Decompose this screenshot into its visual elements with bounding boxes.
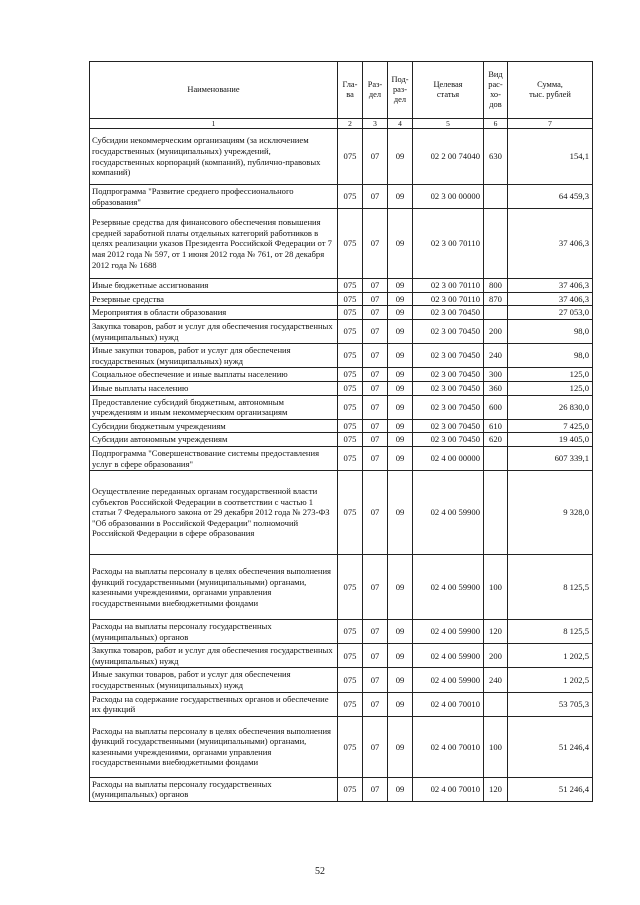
row-expense-type: 120 — [484, 777, 508, 801]
row-podrazdel: 09 — [388, 716, 413, 777]
column-number: 1 — [90, 119, 338, 129]
row-podrazdel: 09 — [388, 279, 413, 293]
column-number: 5 — [413, 119, 484, 129]
table-row — [90, 185, 593, 209]
row-sum: 19 405,0 — [508, 433, 593, 447]
row-podrazdel: 09 — [388, 129, 413, 185]
row-target: 02 4 00 59900 — [413, 644, 484, 668]
table-row — [90, 292, 593, 306]
row-razdel: 07 — [363, 644, 388, 668]
table-row — [90, 279, 593, 293]
row-glava: 075 — [338, 716, 363, 777]
row-expense-type: 800 — [484, 279, 508, 293]
row-expense-type: 610 — [484, 419, 508, 433]
row-glava: 075 — [338, 433, 363, 447]
row-podrazdel: 09 — [388, 419, 413, 433]
row-glava: 075 — [338, 668, 363, 692]
row-glava: 075 — [338, 306, 363, 320]
row-sum: 51 246,4 — [508, 716, 593, 777]
page-number: 52 — [315, 866, 325, 877]
row-glava: 075 — [338, 644, 363, 668]
column-number: 4 — [388, 119, 413, 129]
row-expense-type: 240 — [484, 668, 508, 692]
row-razdel: 07 — [363, 668, 388, 692]
row-target: 02 4 00 59900 — [413, 471, 484, 555]
row-target: 02 4 00 70010 — [413, 692, 484, 716]
row-expense-type: 200 — [484, 644, 508, 668]
column-number: 2 — [338, 119, 363, 129]
row-expense-type — [484, 446, 508, 470]
row-expense-type — [484, 692, 508, 716]
row-name: Субсидии автономным учреждениям — [90, 433, 338, 447]
row-sum: 1 202,5 — [508, 644, 593, 668]
row-razdel: 07 — [363, 692, 388, 716]
row-sum: 37 406,3 — [508, 279, 593, 293]
row-target: 02 4 00 70010 — [413, 716, 484, 777]
header-podrazdel: Под- раз- дел — [388, 62, 413, 119]
row-sum: 26 830,0 — [508, 395, 593, 419]
table-row — [90, 319, 593, 343]
row-target: 02 4 00 59900 — [413, 620, 484, 644]
row-expense-type: 620 — [484, 433, 508, 447]
row-razdel: 07 — [363, 555, 388, 620]
row-sum: 64 459,3 — [508, 185, 593, 209]
row-glava: 075 — [338, 368, 363, 382]
row-name: Мероприятия в области образования — [90, 306, 338, 320]
row-podrazdel: 09 — [388, 368, 413, 382]
row-target: 02 3 00 70110 — [413, 209, 484, 279]
table-body — [90, 129, 593, 802]
column-number-row — [90, 119, 593, 129]
row-podrazdel: 09 — [388, 471, 413, 555]
row-razdel: 07 — [363, 419, 388, 433]
row-podrazdel: 09 — [388, 381, 413, 395]
row-target: 02 3 00 70450 — [413, 433, 484, 447]
row-glava: 075 — [338, 419, 363, 433]
row-podrazdel: 09 — [388, 209, 413, 279]
header-sum: Сумма, тыс. рублей — [508, 62, 593, 119]
row-razdel: 07 — [363, 777, 388, 801]
row-target: 02 3 00 70110 — [413, 279, 484, 293]
row-name: Закупка товаров, работ и услуг для обеспечения государственных (муниципальных) нужд — [90, 644, 338, 668]
row-razdel: 07 — [363, 129, 388, 185]
row-sum: 154,1 — [508, 129, 593, 185]
table-row — [90, 620, 593, 644]
row-razdel: 07 — [363, 319, 388, 343]
row-razdel: 07 — [363, 344, 388, 368]
row-podrazdel: 09 — [388, 395, 413, 419]
row-glava: 075 — [338, 777, 363, 801]
row-razdel: 07 — [363, 471, 388, 555]
table-row — [90, 209, 593, 279]
row-target: 02 3 00 70450 — [413, 419, 484, 433]
row-glava: 075 — [338, 471, 363, 555]
table-row — [90, 344, 593, 368]
row-sum: 53 705,3 — [508, 692, 593, 716]
row-sum: 51 246,4 — [508, 777, 593, 801]
header-glava: Гла- ва — [338, 62, 363, 119]
header-expense-type: Вид рас- хо- дов — [484, 62, 508, 119]
row-podrazdel: 09 — [388, 319, 413, 343]
row-name: Осуществление переданных органам государственной власти субъектов Российской Федерации в соответствии с частью 1 статьи 7 Федерального закона от 29 декабря 2012 года № 273-ФЗ "Об образовании в Российской Федерации" полномочий Российской Федерации в сфере образования — [90, 471, 338, 555]
row-name: Подпрограмма "Совершенствование системы предоставления услуг в сфере образования" — [90, 446, 338, 470]
row-razdel: 07 — [363, 292, 388, 306]
row-name: Иные выплаты населению — [90, 381, 338, 395]
row-sum: 37 406,3 — [508, 292, 593, 306]
row-glava: 075 — [338, 555, 363, 620]
row-podrazdel: 09 — [388, 344, 413, 368]
row-name: Иные закупки товаров, работ и услуг для обеспечения государственных (муниципальных) нужд — [90, 668, 338, 692]
row-target: 02 3 00 00000 — [413, 185, 484, 209]
table-row — [90, 692, 593, 716]
table-row — [90, 306, 593, 320]
row-expense-type: 360 — [484, 381, 508, 395]
row-razdel: 07 — [363, 620, 388, 644]
row-target: 02 3 00 70450 — [413, 381, 484, 395]
table-row — [90, 716, 593, 777]
header-name: Наименование — [90, 62, 338, 119]
row-razdel: 07 — [363, 716, 388, 777]
row-glava: 075 — [338, 692, 363, 716]
row-razdel: 07 — [363, 185, 388, 209]
row-sum: 9 328,0 — [508, 471, 593, 555]
row-target: 02 3 00 70450 — [413, 344, 484, 368]
row-target: 02 3 00 70450 — [413, 319, 484, 343]
row-name: Расходы на выплаты персоналу государственных (муниципальных) органов — [90, 777, 338, 801]
table-row — [90, 555, 593, 620]
row-podrazdel: 09 — [388, 555, 413, 620]
row-razdel: 07 — [363, 209, 388, 279]
row-glava: 075 — [338, 292, 363, 306]
row-target: 02 3 00 70450 — [413, 368, 484, 382]
row-podrazdel: 09 — [388, 644, 413, 668]
row-expense-type — [484, 185, 508, 209]
row-podrazdel: 09 — [388, 433, 413, 447]
row-expense-type — [484, 306, 508, 320]
row-target: 02 4 00 00000 — [413, 446, 484, 470]
row-sum: 1 202,5 — [508, 668, 593, 692]
row-razdel: 07 — [363, 395, 388, 419]
row-target: 02 3 00 70450 — [413, 395, 484, 419]
table-row — [90, 129, 593, 185]
row-razdel: 07 — [363, 446, 388, 470]
row-expense-type — [484, 471, 508, 555]
row-sum: 98,0 — [508, 344, 593, 368]
budget-table — [89, 61, 593, 802]
row-podrazdel: 09 — [388, 446, 413, 470]
row-sum: 125,0 — [508, 381, 593, 395]
row-podrazdel: 09 — [388, 620, 413, 644]
row-expense-type: 200 — [484, 319, 508, 343]
row-razdel: 07 — [363, 381, 388, 395]
row-expense-type — [484, 209, 508, 279]
row-razdel: 07 — [363, 279, 388, 293]
row-glava: 075 — [338, 279, 363, 293]
table-row — [90, 446, 593, 470]
row-razdel: 07 — [363, 306, 388, 320]
row-sum: 98,0 — [508, 319, 593, 343]
row-sum: 27 053,0 — [508, 306, 593, 320]
row-name: Субсидии бюджетным учреждениям — [90, 419, 338, 433]
table-row — [90, 433, 593, 447]
row-sum: 607 339,1 — [508, 446, 593, 470]
row-glava: 075 — [338, 344, 363, 368]
row-name: Подпрограмма "Развитие среднего профессионального образования" — [90, 185, 338, 209]
row-name: Расходы на выплаты персоналу в целях обеспечения выполнения функций государственными (муниципальными) органами, казенными учреждениями, органами управления государственными внебюджетными фондами — [90, 716, 338, 777]
row-target: 02 2 00 74040 — [413, 129, 484, 185]
row-target: 02 3 00 70450 — [413, 306, 484, 320]
row-name: Предоставление субсидий бюджетным, автономным учреждениям и иным некоммерческим организациям — [90, 395, 338, 419]
table-row — [90, 395, 593, 419]
row-glava: 075 — [338, 129, 363, 185]
row-target: 02 4 00 70010 — [413, 777, 484, 801]
row-expense-type: 240 — [484, 344, 508, 368]
row-name: Иные закупки товаров, работ и услуг для обеспечения государственных (муниципальных) нужд — [90, 344, 338, 368]
row-expense-type: 100 — [484, 716, 508, 777]
header-row — [90, 62, 593, 119]
row-podrazdel: 09 — [388, 777, 413, 801]
row-target: 02 3 00 70110 — [413, 292, 484, 306]
row-sum: 37 406,3 — [508, 209, 593, 279]
row-name: Субсидии некоммерческим организациям (за исключением государственных (муниципальных) учреждений, государственных корпораций (компаний), публично-правовых компаний) — [90, 129, 338, 185]
row-sum: 8 125,5 — [508, 620, 593, 644]
row-glava: 075 — [338, 395, 363, 419]
row-glava: 075 — [338, 319, 363, 343]
row-name: Расходы на содержание государственных органов и обеспечение их функций — [90, 692, 338, 716]
row-glava: 075 — [338, 185, 363, 209]
row-razdel: 07 — [363, 433, 388, 447]
row-name: Расходы на выплаты персоналу государственных (муниципальных) органов — [90, 620, 338, 644]
row-name: Расходы на выплаты персоналу в целях обеспечения выполнения функций государственными (муниципальными) органами, казенными учреждениями, органами управления государственными внебюджетными фондами — [90, 555, 338, 620]
header-razdel: Раз- дел — [363, 62, 388, 119]
row-podrazdel: 09 — [388, 692, 413, 716]
row-expense-type: 870 — [484, 292, 508, 306]
row-sum: 125,0 — [508, 368, 593, 382]
row-expense-type: 120 — [484, 620, 508, 644]
row-podrazdel: 09 — [388, 292, 413, 306]
table-row — [90, 644, 593, 668]
row-name: Социальное обеспечение и иные выплаты населению — [90, 368, 338, 382]
row-podrazdel: 09 — [388, 668, 413, 692]
table-row — [90, 777, 593, 801]
row-podrazdel: 09 — [388, 185, 413, 209]
row-name: Резервные средства — [90, 292, 338, 306]
table-row — [90, 381, 593, 395]
column-number: 3 — [363, 119, 388, 129]
row-sum: 7 425,0 — [508, 419, 593, 433]
row-sum: 8 125,5 — [508, 555, 593, 620]
row-expense-type: 300 — [484, 368, 508, 382]
table-row — [90, 368, 593, 382]
row-glava: 075 — [338, 620, 363, 644]
column-number: 6 — [484, 119, 508, 129]
column-number: 7 — [508, 119, 593, 129]
row-expense-type: 600 — [484, 395, 508, 419]
table-row — [90, 419, 593, 433]
row-target: 02 4 00 59900 — [413, 668, 484, 692]
row-glava: 075 — [338, 446, 363, 470]
row-target: 02 4 00 59900 — [413, 555, 484, 620]
table-row — [90, 668, 593, 692]
row-expense-type: 630 — [484, 129, 508, 185]
row-name: Иные бюджетные ассигнования — [90, 279, 338, 293]
header-target: Целевая статья — [413, 62, 484, 119]
row-podrazdel: 09 — [388, 306, 413, 320]
row-expense-type: 100 — [484, 555, 508, 620]
row-glava: 075 — [338, 381, 363, 395]
row-name: Закупка товаров, работ и услуг для обеспечения государственных (муниципальных) нужд — [90, 319, 338, 343]
row-name: Резервные средства для финансового обеспечения повышения средней заработной платы отдельных категорий работников в целях реализации указов Президента Российской Федерации от 7 мая 2012 года № 597, от 1 июня 2012 года № 761, от 28 декабря 2012 года № 1688 — [90, 209, 338, 279]
row-glava: 075 — [338, 209, 363, 279]
table-row — [90, 471, 593, 555]
row-razdel: 07 — [363, 368, 388, 382]
